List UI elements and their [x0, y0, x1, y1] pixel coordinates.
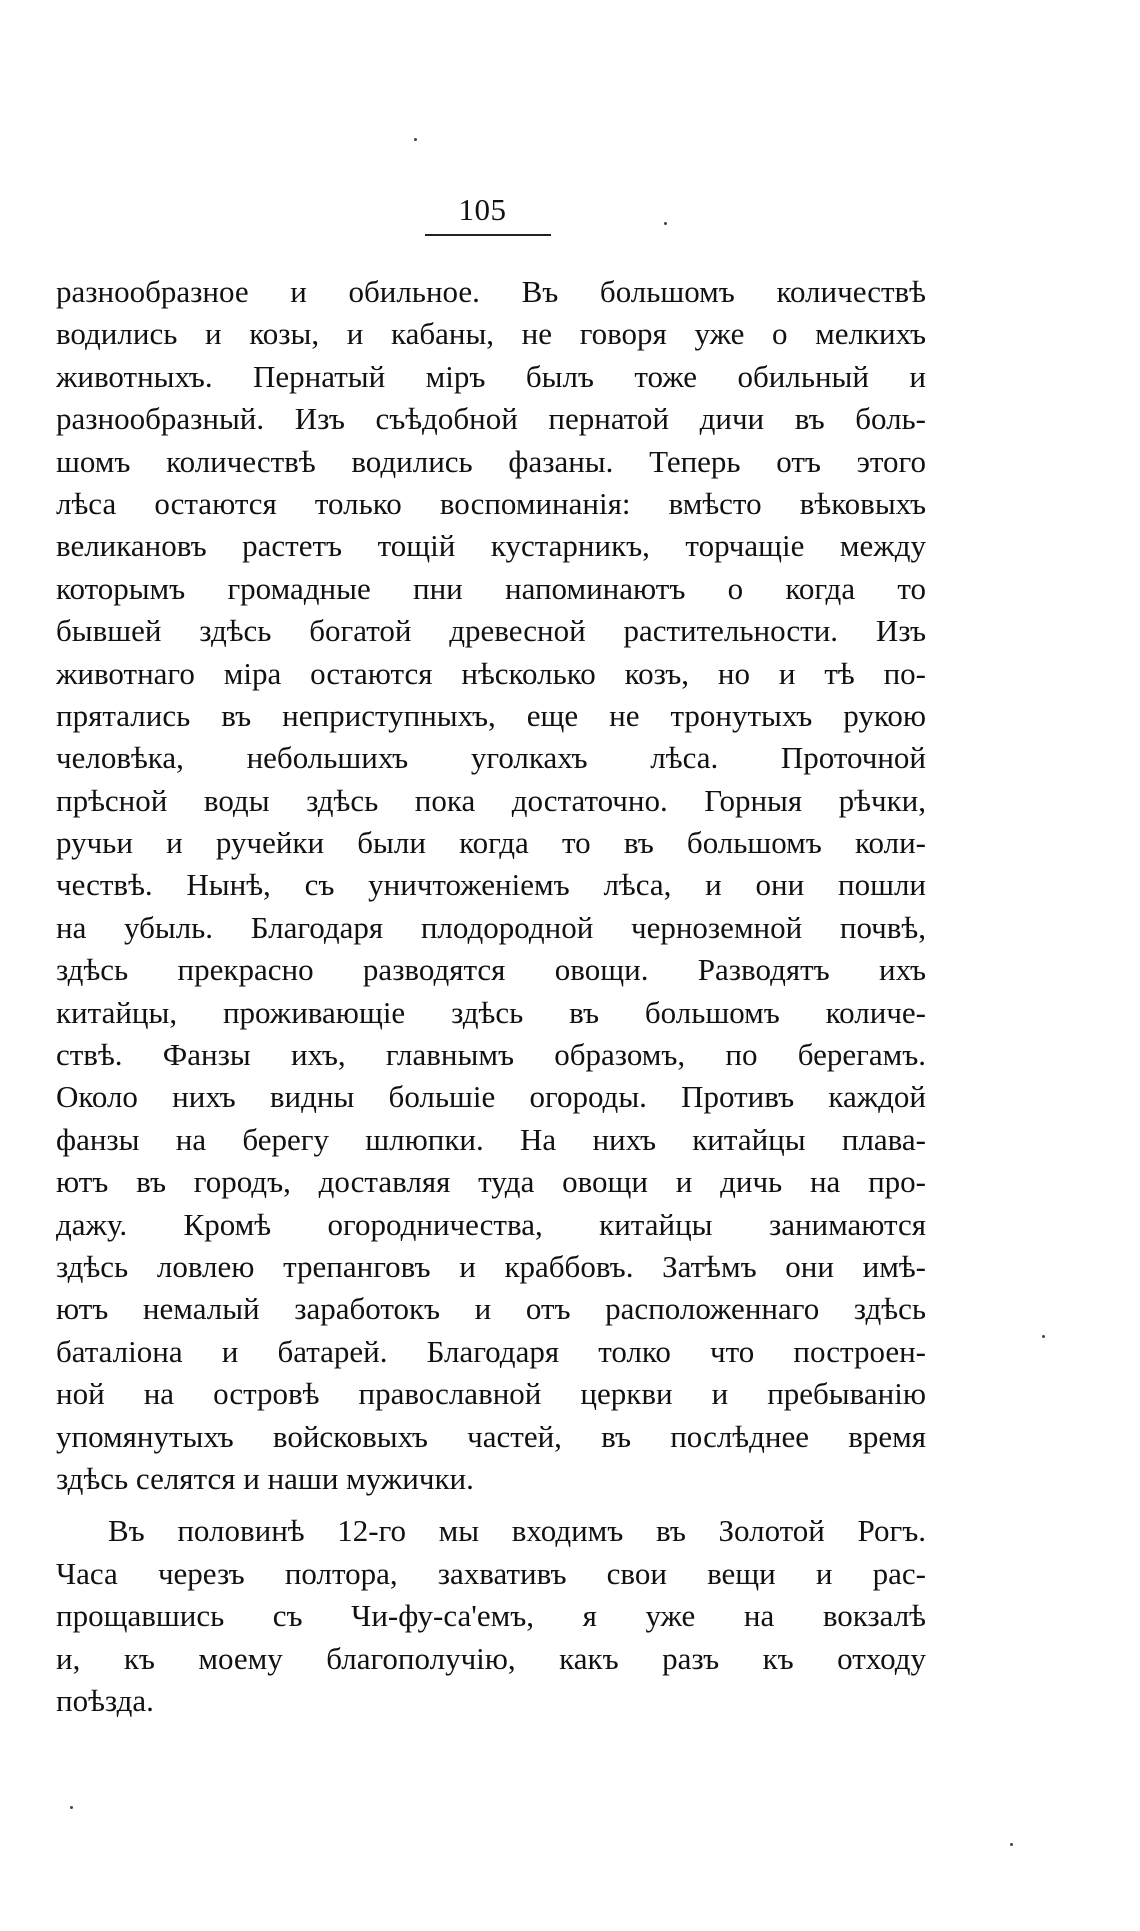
- text-line: на убыль. Благодаря плодородной черноземной почвѣ,: [56, 909, 926, 945]
- text-line: ной на островѣ православной церкви и пребыванію: [56, 1376, 926, 1412]
- text-line: животныхъ. Пернатый міръ былъ тоже обильный и: [56, 358, 926, 394]
- paper-speck: [70, 1806, 73, 1809]
- paragraph-2: [56, 1510, 926, 1722]
- text-line: Около нихъ видны большіе огороды. Противъ каждой: [56, 1079, 926, 1115]
- text-line: бывшей здѣсь богатой древесной растительности. Изъ: [56, 613, 926, 649]
- text-line: ютъ въ городъ, доставляя туда овощи и дичь на про-: [56, 1164, 926, 1200]
- text-line: здѣсь ловлею трепанговъ и краббовъ. Затѣмъ они имѣ-: [56, 1248, 926, 1284]
- text-line: шомъ количествѣ водились фазаны. Теперь отъ этого: [56, 443, 926, 479]
- text-line: водились и козы, и кабаны, не говоря уже о мелкихъ: [56, 316, 926, 352]
- text-line: баталіона и батарей. Благодаря толко что построен-: [56, 1333, 926, 1369]
- text-line: дажу. Кромѣ огородничества, китайцы занимаются: [56, 1206, 926, 1242]
- text-line: прѣсной воды здѣсь пока достаточно. Горныя рѣчки,: [56, 782, 926, 818]
- page-number: 105: [458, 192, 507, 227]
- text-line: чествѣ. Нынѣ, съ уничтоженіемъ лѣса, и они пошли: [56, 867, 926, 903]
- text-line: Въ половинѣ 12-го мы входимъ въ Золотой Рогъ.: [108, 1513, 926, 1549]
- paper-speck: [664, 222, 667, 225]
- text-line: и, къ моему благополучію, какъ разъ къ отходу: [56, 1640, 926, 1676]
- text-line: великановъ растетъ тощій кустарникъ, торчащіе между: [56, 528, 926, 564]
- text-line: ютъ немалый заработокъ и отъ расположеннаго здѣсь: [56, 1291, 926, 1327]
- text-line: ручьи и ручейки были когда то въ большомъ коли-: [56, 825, 926, 861]
- text-line: Часа черезъ полтора, захвативъ свои вещи и рас-: [56, 1555, 926, 1591]
- text-line: ствѣ. Фанзы ихъ, главнымъ образомъ, по берегамъ.: [56, 1037, 926, 1073]
- text-line: китайцы, проживающіе здѣсь въ большомъ количе-: [56, 994, 926, 1030]
- text-line: здѣсь прекрасно разводятся овощи. Разводятъ ихъ: [56, 952, 926, 988]
- text-line: человѣка, небольшихъ уголкахъ лѣса. Проточной: [56, 740, 926, 776]
- text-line: которымъ громадные пни напоминаютъ о когда то: [56, 570, 926, 606]
- text-line: фанзы на берегу шлюпки. На нихъ китайцы плава-: [56, 1121, 926, 1157]
- text-line: прятались въ неприступныхъ, еще не тронутыхъ рукою: [56, 697, 926, 733]
- paragraph-1: [56, 271, 926, 1500]
- body-text: [56, 271, 926, 1722]
- paper-speck: [1042, 1335, 1045, 1338]
- text-line: разнообразный. Изъ съѣдобной пернатой дичи въ боль-: [56, 401, 926, 437]
- text-line: лѣса остаются только воспоминанія: вмѣсто вѣковыхъ: [56, 485, 926, 521]
- text-line: здѣсь селятся и наши мужички.: [56, 1460, 474, 1496]
- page-number-rule: [425, 234, 551, 236]
- text-line: животнаго міра остаются нѣсколько козъ, но и тѣ по-: [56, 655, 926, 691]
- text-line: поѣзда.: [56, 1682, 154, 1718]
- text-line: разнообразное и обильное. Въ большомъ количествѣ: [56, 274, 926, 309]
- text-line: прощавшись съ Чи-фу-са'емъ, я уже на вокзалѣ: [56, 1598, 926, 1634]
- paper-speck: [414, 138, 417, 141]
- paper-speck: [1010, 1843, 1013, 1846]
- text-line: упомянутыхъ войсковыхъ частей, въ послѣднее время: [56, 1418, 926, 1454]
